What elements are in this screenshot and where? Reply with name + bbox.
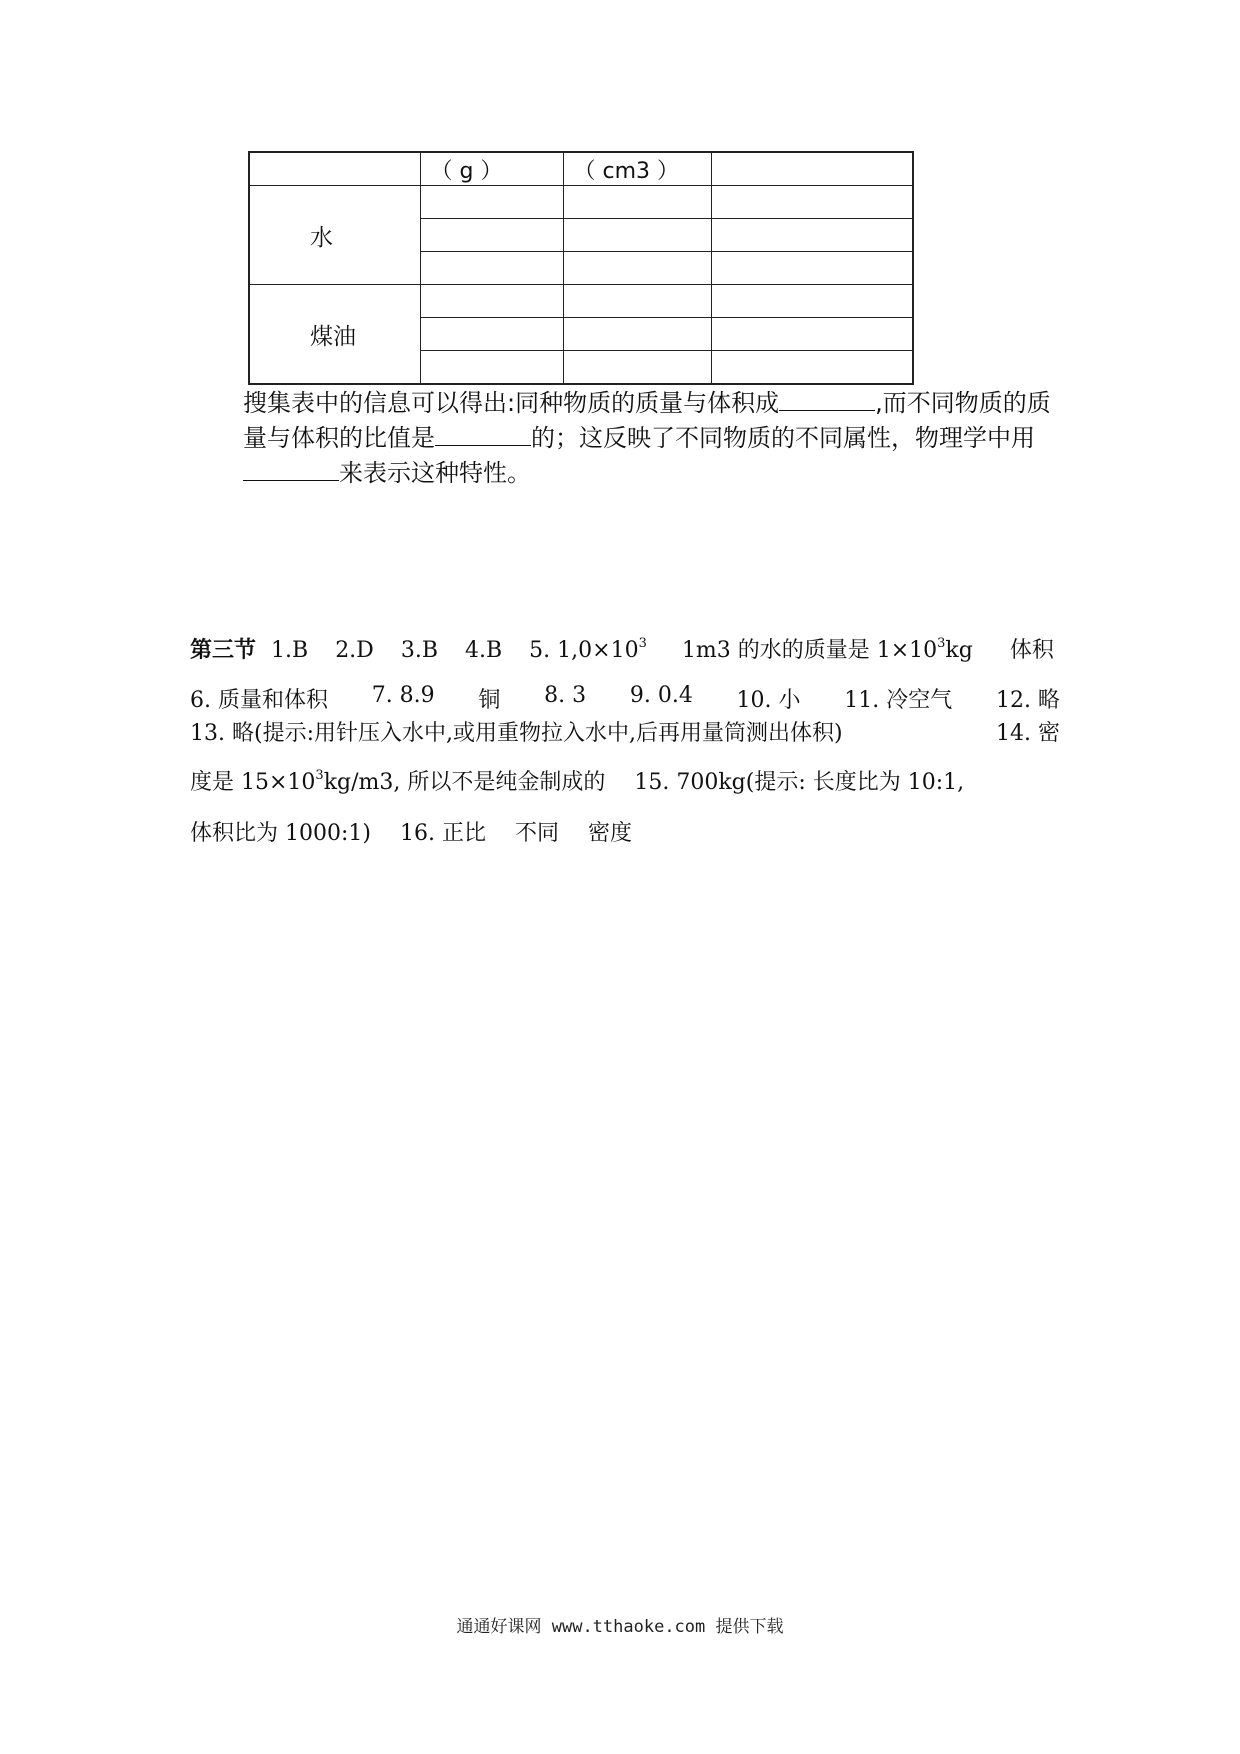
answer-blank	[435, 423, 531, 446]
answer-line	[190, 765, 964, 796]
superscript: 3	[315, 768, 324, 783]
table-cell	[563, 285, 711, 318]
answer-item: 1.B	[271, 638, 309, 663]
superscript: 3	[638, 636, 647, 651]
table-cell	[563, 186, 711, 219]
table-row	[249, 285, 913, 318]
answer-item: 7. 8.9	[371, 683, 435, 708]
table-cell	[563, 219, 711, 252]
paragraph-text: 搜集表中的信息可以得出:同种物质的质量与体积成	[243, 389, 780, 417]
answer-item: 15. 700kg(提示: 长度比为 10:1,	[634, 770, 965, 795]
answer-blank	[779, 388, 875, 411]
answer-item: 体积	[1009, 638, 1054, 663]
table-row	[249, 186, 913, 219]
answer-item: 不同	[514, 821, 559, 846]
answer-line	[190, 633, 1054, 664]
table-cell	[711, 186, 913, 219]
answer-item: 密度	[587, 821, 632, 846]
table-cell	[563, 351, 711, 385]
substance-water: 水	[249, 186, 420, 285]
answer-item: 16. 正比	[399, 821, 486, 846]
answer-item: 9. 0.4	[629, 683, 693, 708]
section-heading: 第三节	[190, 638, 257, 663]
answer-item: 10. 小	[736, 688, 801, 713]
table-cell	[711, 252, 913, 285]
answer-item: 3.B	[400, 638, 438, 663]
header-mass-unit: （ g ）	[420, 152, 563, 186]
superscript: 3	[937, 636, 946, 651]
answer-item: 8. 3	[544, 683, 587, 708]
table-cell	[420, 252, 563, 285]
header-volume-unit: （ cm3 ）	[563, 152, 711, 186]
table-cell	[711, 318, 913, 351]
header-cell	[249, 152, 420, 186]
page-footer: 通通好课网 www.tthaoke.com 提供下载	[456, 1617, 784, 1637]
answer-item: 12. 略	[995, 688, 1060, 713]
answer-item: 13. 略(提示:用针压入水中,或用重物拉入水中,后再用量筒测出体积)	[190, 721, 843, 746]
table-cell	[563, 252, 711, 285]
table-cell	[420, 219, 563, 252]
answer-item: kg/m3, 所以不是纯金制成的	[323, 770, 606, 795]
answer-line	[190, 683, 1060, 714]
table-cell	[563, 318, 711, 351]
table-cell	[711, 285, 913, 318]
table-cell	[420, 351, 563, 385]
header-cell	[711, 152, 913, 186]
table-cell	[420, 318, 563, 351]
answer-blank	[243, 458, 339, 481]
paragraph-text: 来表示这种特性。	[339, 459, 531, 487]
answer-item: 6. 质量和体积	[190, 688, 328, 713]
table-cell	[420, 186, 563, 219]
paragraph-text: 的；这反映了不同物质的不同属性，物理学中用	[531, 424, 1035, 452]
table-cell	[711, 219, 913, 252]
question-paragraph	[243, 386, 1055, 491]
answer-item: 5. 1,0×10	[529, 638, 639, 663]
answer-item: 1m3 的水的质量是 1×10	[681, 638, 938, 663]
answer-line	[190, 816, 632, 847]
table-header-row	[249, 152, 913, 186]
paragraph-text: ,而不同物质的质量与体积的比值是	[243, 389, 1051, 452]
answer-item: 体积比为 1000:1)	[190, 821, 371, 846]
answer-item: 2.D	[335, 638, 374, 663]
answer-item: 度是 15×10	[190, 770, 316, 795]
substance-kerosene: 煤油	[249, 285, 420, 385]
answer-item: 4.B	[465, 638, 503, 663]
table-cell	[711, 351, 913, 385]
answer-item: kg	[945, 638, 973, 663]
answer-item: 铜	[478, 688, 501, 713]
answer-line	[190, 716, 1060, 747]
measurement-table	[248, 151, 914, 385]
table-cell	[420, 285, 563, 318]
answer-item: 11. 冷空气	[844, 688, 953, 713]
answer-item: 14. 密	[996, 721, 1060, 746]
